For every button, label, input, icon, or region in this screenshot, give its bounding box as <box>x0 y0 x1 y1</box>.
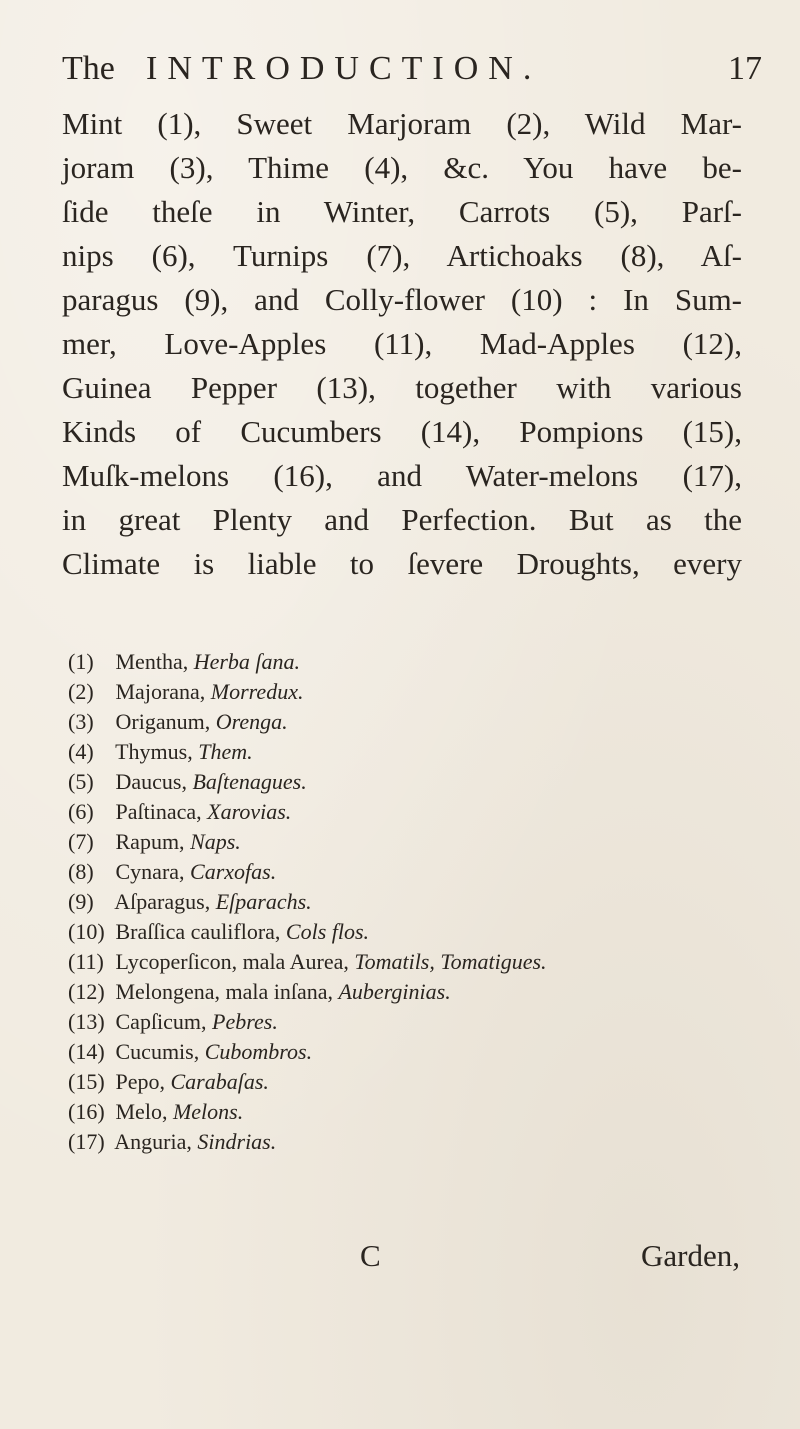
footnote <box>68 887 748 917</box>
catchword: Garden, <box>641 1238 740 1273</box>
footnote-number: (16) <box>68 1099 105 1124</box>
footnote-vernacular: Them. <box>198 739 253 764</box>
footnote-vernacular: Cubombros. <box>204 1039 313 1064</box>
body-line: paragus (9), and Colly-flower (10) : In Sum- <box>62 282 742 317</box>
footnote-vernacular: Sindrias. <box>197 1129 277 1154</box>
footnote <box>68 947 748 977</box>
footnote-latin: Cucumis, <box>115 1039 200 1064</box>
footnote-number: (14) <box>68 1039 105 1064</box>
footnote-latin: Majorana, <box>115 679 206 704</box>
footnote-latin: Melo, <box>115 1099 168 1124</box>
footnote <box>68 1007 748 1037</box>
footnote-vernacular: Carabaſas. <box>170 1069 269 1094</box>
footnote-vernacular: Naps. <box>190 829 241 854</box>
footnote-vernacular: Xarovias. <box>207 799 292 824</box>
footnote-latin: Melongena, mala inſana, <box>115 979 333 1004</box>
footnote <box>68 1037 748 1067</box>
signature-mark: C <box>360 1238 381 1273</box>
footnote-vernacular: Herba ſana. <box>193 649 301 674</box>
footnote-number: (12) <box>68 979 105 1004</box>
footnote-latin: Capſicum, <box>115 1009 207 1034</box>
footnote-vernacular: Morredux. <box>210 679 304 704</box>
footnote-number: (17) <box>68 1129 105 1154</box>
footnote-latin: Pepo, <box>115 1069 165 1094</box>
footnote-number: (7) <box>68 829 94 854</box>
footnote <box>68 767 748 797</box>
footnote-vernacular: Tomatils, Tomatigues. <box>354 949 547 974</box>
footnote-vernacular: Pebres. <box>212 1009 278 1034</box>
page-number: 17 <box>728 50 762 87</box>
footnote-vernacular: Auberginias. <box>338 979 451 1004</box>
footnote <box>68 917 748 947</box>
footnote-vernacular: Cols flos. <box>285 919 370 944</box>
footnote <box>68 737 748 767</box>
footnote-vernacular: Baſtenagues. <box>192 769 307 794</box>
footnote <box>68 1067 748 1097</box>
running-head <box>62 48 762 96</box>
footnote-number: (10) <box>68 919 105 944</box>
body-line: Mint (1), Sweet Marjoram (2), Wild Mar- <box>62 106 742 141</box>
running-head-the: The <box>62 50 115 87</box>
body-line: Climate is liable to ſevere Droughts, every <box>62 546 742 581</box>
footnote-latin: Cynara, <box>115 859 185 884</box>
footnote-number: (3) <box>68 709 94 734</box>
body-line: in great Plenty and Perfection. But as the <box>62 502 742 537</box>
footnote-vernacular: Carxofas. <box>190 859 277 884</box>
footnotes <box>68 647 748 1157</box>
body-line: Kinds of Cucumbers (14), Pompions (15), <box>62 414 742 449</box>
footnote-number: (8) <box>68 859 94 884</box>
footnote-number: (13) <box>68 1009 105 1034</box>
footnote <box>68 1127 748 1157</box>
body-line: nips (6), Turnips (7), Artichoaks (8), Aſ- <box>62 238 742 273</box>
body-line: Muſk-melons (16), and Water-melons (17), <box>62 458 742 493</box>
footnote <box>68 1097 748 1127</box>
footnote-latin: Origanum, <box>115 709 211 734</box>
footnote <box>68 707 748 737</box>
footnote-vernacular: Orenga. <box>215 709 288 734</box>
footnote-number: (1) <box>68 649 94 674</box>
footnote-number: (2) <box>68 679 94 704</box>
footnote <box>68 857 748 887</box>
footnote <box>68 977 748 1007</box>
footnote-number: (4) <box>68 739 94 764</box>
footnote-number: (11) <box>68 949 104 974</box>
footnote <box>68 827 748 857</box>
body-line: mer, Love-Apples (11), Mad-Apples (12), <box>62 326 742 361</box>
footnote-latin: Daucus, <box>115 769 187 794</box>
footnote-latin: Thymus, <box>115 739 193 764</box>
footnote-latin: Paſtinaca, <box>115 799 202 824</box>
body-line: Guinea Pepper (13), together with various <box>62 370 742 405</box>
footnote-latin: Lycoperſicon, mala Aurea, <box>115 949 349 974</box>
footnote-latin: Aſparagus, <box>114 889 211 914</box>
footnote <box>68 677 748 707</box>
footnote-number: (9) <box>68 889 94 914</box>
body-line: joram (3), Thime (4), &c. You have be- <box>62 150 742 185</box>
footnote <box>68 647 748 677</box>
running-head-title: INTRODUCTION. <box>146 50 542 87</box>
footnote-latin: Anguria, <box>114 1129 192 1154</box>
footnote-latin: Mentha, <box>115 649 189 674</box>
footnote-number: (5) <box>68 769 94 794</box>
body-paragraph <box>62 102 742 586</box>
footnote-latin: Rapum, <box>115 829 185 854</box>
body-line: ſide theſe in Winter, Carrots (5), Parſ- <box>62 194 742 229</box>
footnote-number: (6) <box>68 799 94 824</box>
footnote-vernacular: Eſparachs. <box>215 889 312 914</box>
footnote <box>68 797 748 827</box>
footnote-vernacular: Melons. <box>172 1099 244 1124</box>
footnote-number: (15) <box>68 1069 105 1094</box>
footnote-latin: Braſſica cauliflora, <box>115 919 281 944</box>
